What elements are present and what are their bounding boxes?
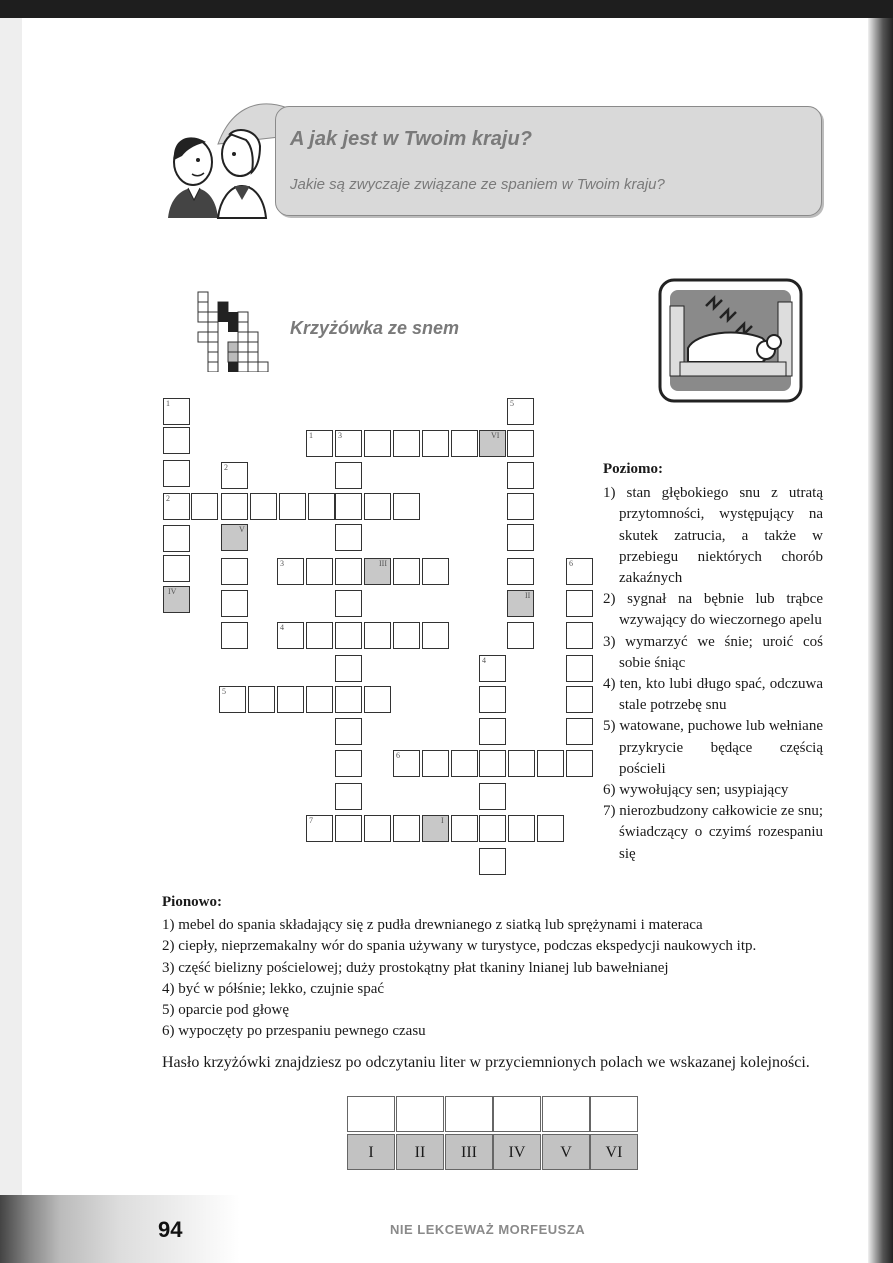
crossword-cell[interactable] (566, 718, 593, 745)
crossword-cell[interactable] (393, 815, 420, 842)
crossword-cell[interactable] (422, 430, 449, 457)
clue-item: 3) część bielizny pościelowej; duży prostokątny płat tkaniny lnianej lub bawełnianej (162, 959, 669, 976)
crossword-cell[interactable] (335, 783, 362, 810)
crossword-cell[interactable] (479, 783, 506, 810)
clue-item: 2) sygnał na bębnie lub trąbce wzywający do wieczornego apelu (603, 591, 823, 629)
clue-number: 2 (224, 463, 228, 472)
crossword-cell[interactable] (507, 430, 534, 457)
crossword-cell[interactable] (191, 493, 218, 520)
clue-number: 6 (569, 559, 573, 568)
speech-bubble (275, 106, 822, 216)
crossword-cell[interactable] (364, 686, 391, 713)
crossword-cell[interactable] (479, 848, 506, 875)
crossword-cell[interactable] (422, 558, 449, 585)
answer-key-cell: II (396, 1134, 444, 1170)
page-number: 94 (158, 1217, 183, 1242)
crossword-cell[interactable] (250, 493, 277, 520)
crossword-cell[interactable] (308, 493, 335, 520)
clue-item: 2) ciepły, nieprzemakalny wór do spania używany w turystyce, podczas ekspedycji naukowych itp. (162, 938, 757, 955)
crossword-cell[interactable] (221, 590, 248, 617)
crossword-cell[interactable] (479, 686, 506, 713)
roman-marker: V (239, 525, 245, 534)
crossword-cell[interactable] (508, 750, 535, 777)
section-title: Krzyżówka ze snem (290, 318, 460, 338)
crossword-cell[interactable] (335, 524, 362, 551)
crossword-cell[interactable] (248, 686, 275, 713)
crossword-cell[interactable] (335, 493, 362, 520)
clue-number: 7 (309, 816, 313, 825)
crossword-cell[interactable] (335, 750, 362, 777)
page-corner-shadow (0, 1195, 240, 1263)
clues-across-heading: Poziomo: (603, 461, 663, 477)
crossword-cell[interactable] (364, 815, 391, 842)
crossword-cell[interactable] (508, 815, 535, 842)
crossword-cell[interactable] (163, 555, 190, 582)
crossword-cell[interactable] (451, 750, 478, 777)
scan-left-edge (0, 18, 22, 1263)
answer-key-cell: I (347, 1134, 395, 1170)
crossword-cell[interactable] (507, 398, 534, 425)
clue-number: 6 (396, 751, 400, 760)
answer-input-cell[interactable] (396, 1096, 444, 1132)
crossword-cell[interactable] (393, 430, 420, 457)
crossword-cell[interactable] (277, 558, 304, 585)
crossword-cell[interactable] (221, 622, 248, 649)
clue-number: 4 (280, 623, 284, 632)
crossword-cell-shaded[interactable] (479, 430, 506, 457)
solution-instruction: Hasło krzyżówki znajdziesz po odczytaniu liter w przyciemnionych polach we wskazanej kolejności. (162, 1054, 810, 1071)
clue-number: 1 (166, 399, 170, 408)
answer-key-cell: VI (590, 1134, 638, 1170)
crossword-cell[interactable] (479, 815, 506, 842)
clue-item: 4) być w półśnie; lekko, czujnie spać (162, 980, 385, 997)
crossword-cell[interactable] (219, 686, 246, 713)
answer-key-cell: V (542, 1134, 590, 1170)
page-spine-shadow (868, 18, 893, 1263)
crossword-cell[interactable] (422, 622, 449, 649)
roman-marker: VI (491, 431, 500, 440)
answer-input-cell[interactable] (493, 1096, 541, 1132)
crossword-cell[interactable] (221, 493, 248, 520)
crossword-cell[interactable] (364, 493, 391, 520)
crossword-cell[interactable] (306, 558, 333, 585)
crossword-cell[interactable] (163, 460, 190, 487)
clue-item: 5) watowane, puchowe lub wełniane przykrycie będące częścią pościeli (603, 718, 823, 777)
crossword-cell-shaded[interactable] (422, 815, 449, 842)
crossword-cell[interactable] (279, 493, 306, 520)
answer-input-cell[interactable] (590, 1096, 638, 1132)
clue-number: 1 (309, 431, 313, 440)
clue-item: 6) wypoczęty po przespaniu pewnego czasu (162, 1023, 426, 1040)
crossword-cell[interactable] (306, 430, 333, 457)
crossword-cell-shaded[interactable] (507, 590, 534, 617)
crossword-cell[interactable] (422, 750, 449, 777)
clue-number: 2 (166, 494, 170, 503)
clue-item: 6) wywołujący sen; usypiający (603, 782, 789, 799)
crossword-cell[interactable] (335, 430, 362, 457)
crossword-cell-shaded[interactable] (221, 524, 248, 551)
crossword-cell[interactable] (335, 815, 362, 842)
roman-marker: IV (168, 587, 177, 596)
crossword-cell[interactable] (566, 558, 593, 585)
crossword-cell[interactable] (221, 558, 248, 585)
crossword-cell[interactable] (393, 622, 420, 649)
crossword-cell[interactable] (335, 718, 362, 745)
crossword-cell[interactable] (566, 686, 593, 713)
crossword-cell[interactable] (364, 430, 391, 457)
crossword-cell-shaded[interactable] (364, 558, 391, 585)
crossword-cell[interactable] (335, 462, 362, 489)
crossword-cell[interactable] (479, 718, 506, 745)
crossword-cell[interactable] (163, 493, 190, 520)
clue-number: 5 (510, 399, 514, 408)
clue-item: 1) mebel do spania składający się z pudła drewnianego z siatką lub sprężynami i materaca (162, 917, 703, 934)
clues-across (603, 459, 823, 865)
bubble-subtitle: Jakie są zwyczaje związane ze spaniem w Twoim kraju? (290, 176, 665, 193)
clue-number: 4 (482, 656, 486, 665)
crossword-cell[interactable] (306, 622, 333, 649)
crossword-cell[interactable] (335, 590, 362, 617)
crossword-cell[interactable] (566, 655, 593, 682)
answer-input-cell[interactable] (542, 1096, 590, 1132)
clues-down (162, 892, 842, 1042)
crossword-cell[interactable] (507, 558, 534, 585)
crossword-cell[interactable] (479, 750, 506, 777)
clue-item: 5) oparcie pod głowę (162, 1002, 290, 1019)
crossword-cell[interactable] (335, 558, 362, 585)
answer-key-cell: III (445, 1134, 493, 1170)
crossword-cell[interactable] (393, 558, 420, 585)
clue-item: 1) stan głębokiego snu z utratą przytomności, występujący na skutek zatrucia, a także w przebiegu niektórych chorób zakaźnych (603, 485, 823, 587)
clue-number: 3 (338, 431, 342, 440)
crossword-cell[interactable] (393, 493, 420, 520)
roman-marker: II (525, 591, 531, 600)
roman-marker: III (379, 559, 387, 568)
crossword-cell[interactable] (451, 430, 478, 457)
scan-top-edge (0, 0, 893, 18)
crossword-cell[interactable] (451, 815, 478, 842)
crossword-cell[interactable] (306, 686, 333, 713)
crossword-cell[interactable] (566, 590, 593, 617)
crossword-cell[interactable] (364, 622, 391, 649)
crossword-cell[interactable] (507, 524, 534, 551)
crossword-cell[interactable] (537, 815, 564, 842)
crossword-icon (190, 290, 270, 372)
answer-input-cell[interactable] (347, 1096, 395, 1132)
crossword-cell[interactable] (163, 525, 190, 552)
crossword-cell[interactable] (566, 750, 593, 777)
crossword-cell[interactable] (566, 622, 593, 649)
clue-item: 7) nierozbudzony całkowicie ze snu; świadczący o czyimś rozespaniu się (603, 803, 823, 862)
answer-input-cell[interactable] (445, 1096, 493, 1132)
crossword-cell[interactable] (163, 427, 190, 454)
crossword-cell[interactable] (221, 462, 248, 489)
crossword-cell[interactable] (163, 398, 190, 425)
clue-item: 3) wymarzyć we śnie; uroić coś sobie śniąc (603, 633, 823, 671)
crossword-cell[interactable] (335, 655, 362, 682)
crossword-cell[interactable] (306, 815, 333, 842)
bubble-title: A jak jest w Twoim kraju? (290, 128, 532, 150)
crossword-cell[interactable] (277, 622, 304, 649)
crossword-cell[interactable] (393, 750, 420, 777)
answer-key-cell: IV (493, 1134, 541, 1170)
clue-item: 4) ten, kto lubi długo spać, odczuwa stale potrzebę snu (603, 676, 823, 714)
crossword-cell[interactable] (507, 622, 534, 649)
two-people-illustration (160, 110, 280, 220)
clue-number: 5 (222, 687, 226, 696)
crossword-cell[interactable] (507, 493, 534, 520)
crossword-cell[interactable] (507, 462, 534, 489)
clue-number: 3 (280, 559, 284, 568)
running-title: NIE LEKCEWAŻ MORFEUSZA (390, 1222, 586, 1237)
crossword-cell-shaded[interactable] (163, 586, 190, 613)
roman-marker: I (441, 816, 444, 825)
clues-down-heading: Pionowo: (162, 894, 222, 910)
crossword-cell[interactable] (277, 686, 304, 713)
crossword-cell[interactable] (479, 655, 506, 682)
crossword-cell[interactable] (335, 622, 362, 649)
sleeping-person-picture (658, 278, 803, 403)
crossword-cell[interactable] (335, 686, 362, 713)
crossword-cell[interactable] (537, 750, 564, 777)
